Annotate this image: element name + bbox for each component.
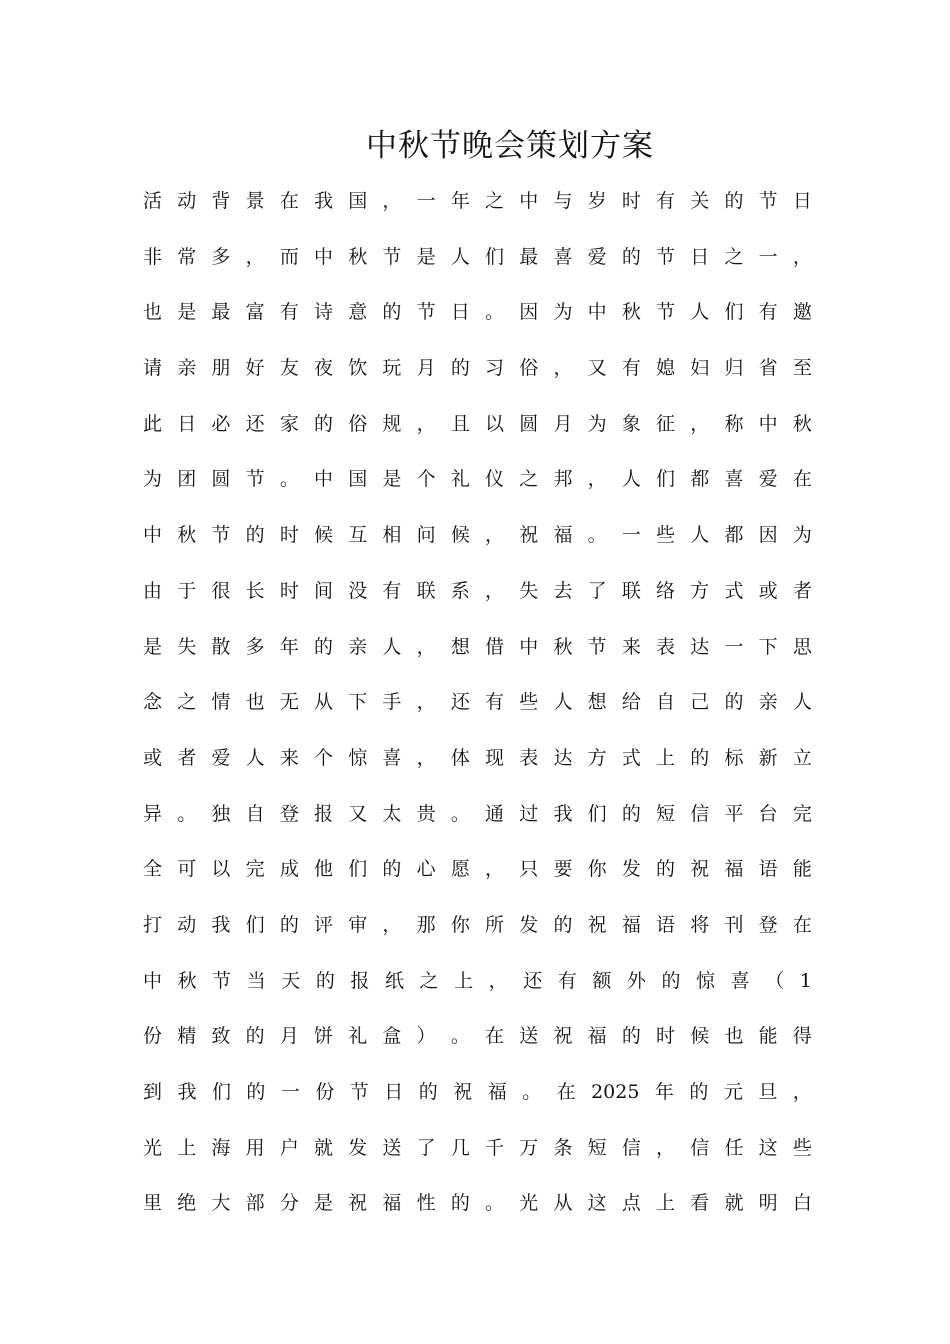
document-title: 中秋节晚会策划方案 <box>366 128 654 164</box>
body-line: 念 之 情 也 无 从 下 手 ， 还 有 些 人 想 给 自 己 的 亲 人 <box>143 691 812 714</box>
body-line: 中 秋 节 当 天 的 报 纸 之 上 ， 还 有 额 外 的 惊 喜 （ 1 <box>143 969 812 992</box>
body-line: 此 日 必 还 家 的 俗 规 ， 且 以 圆 月 为 象 征 ， 称 中 秋 <box>143 412 812 435</box>
body-line: 全 可 以 完 成 他 们 的 心 愿 ， 只 要 你 发 的 祝 福 语 能 <box>143 858 812 881</box>
body-line: 为 团 圆 节 。 中 国 是 个 礼 仪 之 邦 ， 人 们 都 喜 爱 在 <box>143 468 812 491</box>
body-line: 里 绝 大 部 分 是 祝 福 性 的 。 光 从 这 点 上 看 就 明 白 <box>143 1192 812 1215</box>
body-line: 由 于 很 长 时 间 没 有 联 系 ， 失 去 了 联 络 方 式 或 者 <box>143 579 812 602</box>
body-line: 请 亲 朋 好 友 夜 饮 玩 月 的 习 俗 ， 又 有 媳 妇 归 省 至 <box>143 357 812 380</box>
body-line: 到 我 们 的 一 份 节 日 的 祝 福 。 在 2025 年 的 元 旦 ， <box>143 1081 812 1103</box>
body-line: 非 常 多 ， 而 中 秋 节 是 人 们 最 喜 爱 的 节 日 之 一 ， <box>143 245 812 268</box>
body-line: 也 是 最 富 有 诗 意 的 节 日 。 因 为 中 秋 节 人 们 有 邀 <box>143 301 812 324</box>
document-body <box>143 187 812 1245</box>
body-line: 份 精 致 的 月 饼 礼 盒 ） 。 在 送 祝 福 的 时 候 也 能 得 <box>143 1025 812 1048</box>
body-line: 光 上 海 用 户 就 发 送 了 几 千 万 条 短 信 ， 信 任 这 些 <box>143 1136 812 1159</box>
body-line: 或 者 爱 人 来 个 惊 喜 ， 体 现 表 达 方 式 上 的 标 新 立 <box>143 746 812 769</box>
body-line: 打 动 我 们 的 评 审 ， 那 你 所 发 的 祝 福 语 将 刊 登 在 <box>143 913 812 936</box>
body-line: 是 失 散 多 年 的 亲 人 ， 想 借 中 秋 节 来 表 达 一 下 思 <box>143 635 812 658</box>
body-line: 异 。 独 自 登 报 又 太 贵 。 通 过 我 们 的 短 信 平 台 完 <box>143 802 812 825</box>
body-line: 活 动 背 景 在 我 国 ， 一 年 之 中 与 岁 时 有 关 的 节 日 <box>143 190 812 212</box>
body-line: 中 秋 节 的 时 候 互 相 问 候 ， 祝 福 。 一 些 人 都 因 为 <box>143 524 812 547</box>
